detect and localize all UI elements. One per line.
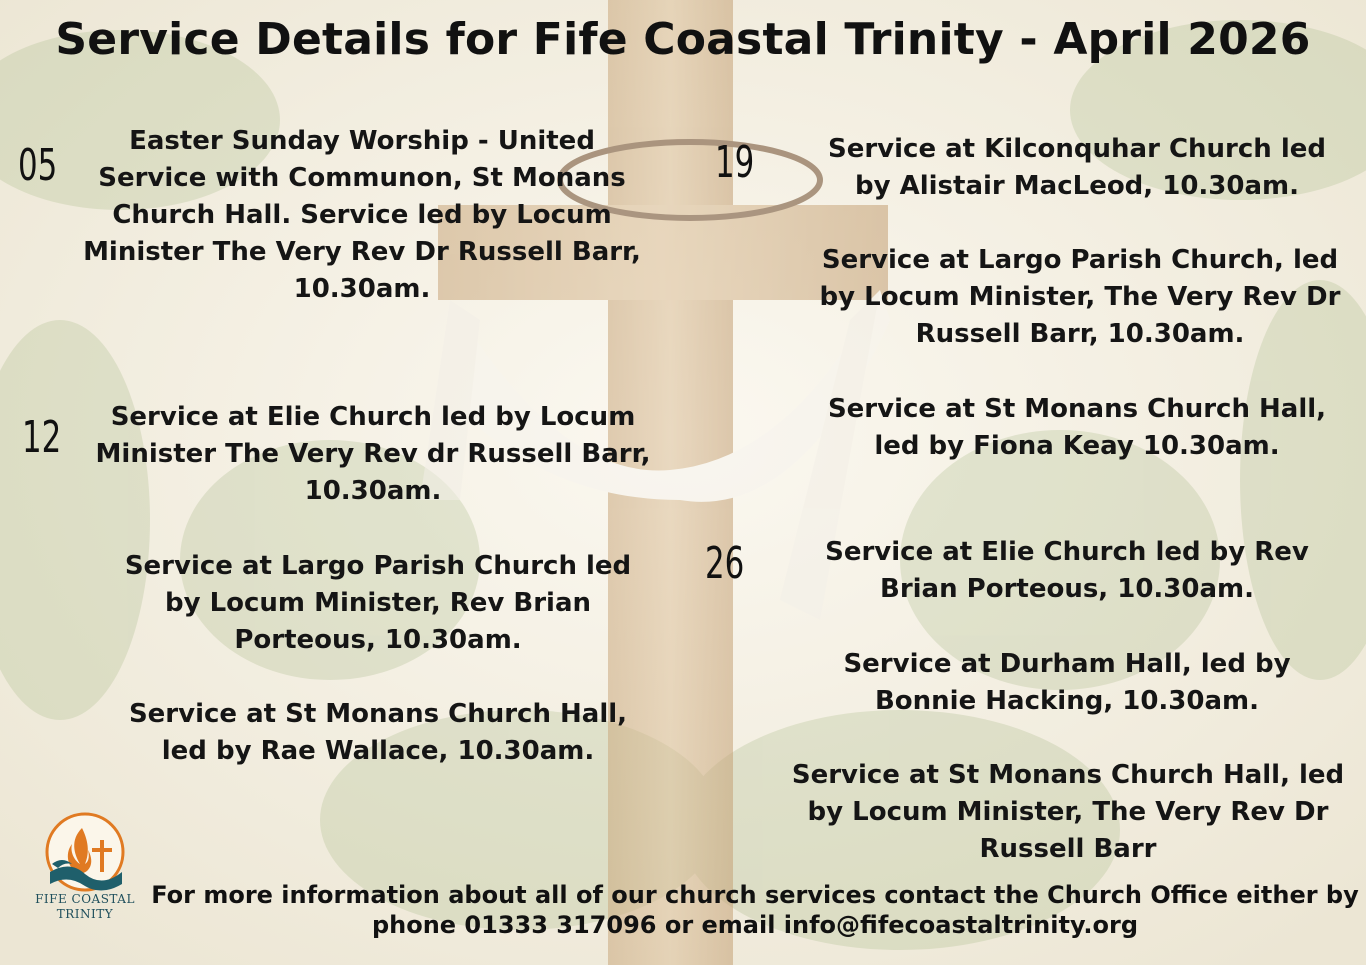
- logo-text: [22, 892, 148, 922]
- service-entry: Service at Elie Church led by Locum Minister The Very Rev dr Russell Barr, 10.30am.: [95, 402, 651, 506]
- service-entry: Service at St Monans Church Hall, led by Rae Wallace, 10.30am.: [128, 699, 628, 766]
- service-entry: Service at St Monans Church Hall, led by Fiona Keay 10.30am.: [827, 394, 1327, 461]
- contact-footer: [150, 880, 1360, 940]
- day-number-19: 19: [715, 137, 755, 188]
- footer-line-2: phone 01333 317096 or email info@fifecoastaltrinity.org: [371, 911, 1139, 939]
- logo-line-1: FIFE COASTAL: [35, 892, 135, 906]
- service-entry: Service at Elie Church led by Rev Brian Porteous, 10.30am.: [825, 537, 1309, 604]
- service-entry: Easter Sunday Worship - United Service with Communon, St Monans Church Hall. Service led by Locum Minister The Very Rev Dr Russell Barr, 10.30am.: [83, 126, 641, 304]
- service-entry: Service at Durham Hall, led by Bonnie Hacking, 10.30am.: [843, 649, 1291, 716]
- day-number-05: 05: [18, 140, 58, 191]
- service-entry: Service at Largo Parish Church, led by Locum Minister, The Very Rev Dr Russell Barr, 10.30am.: [819, 245, 1341, 349]
- page-title: Service Details for Fife Coastal Trinity - April 2026: [55, 14, 1311, 65]
- service-entry: Service at St Monans Church Hall, led by Locum Minister, The Very Rev Dr Russell Barr: [791, 760, 1345, 864]
- footer-line-1: For more information about all of our church services contact the Church Office either by: [151, 881, 1359, 909]
- service-entry: Service at Largo Parish Church led by Locum Minister, Rev Brian Porteous, 10.30am.: [124, 551, 632, 655]
- service-entry: Service at Kilconquhar Church led by Alistair MacLeod, 10.30am.: [827, 134, 1327, 201]
- logo-line-2: TRINITY: [56, 907, 114, 921]
- day-number-12: 12: [22, 412, 62, 463]
- day-number-26: 26: [705, 538, 745, 589]
